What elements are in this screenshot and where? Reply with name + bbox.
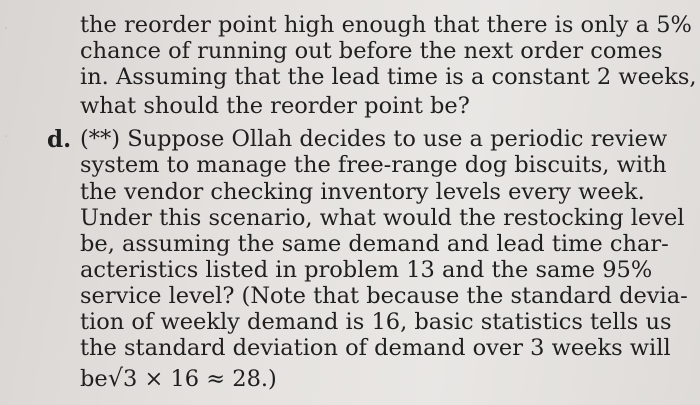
text-line-13: the standard deviation of demand over 3 weeks will [80,335,671,361]
text-line-4: what should the reorder point be? [80,93,470,119]
line-prefix: be [80,366,108,392]
text-line-3: in. Assuming that the lead time is a constant 2 weeks, [80,64,697,90]
text-line-1: the reorder point high enough that there is only a 5% [80,12,692,38]
text-line-2: chance of running out before the next order comes [80,38,663,64]
text-line-7: the vendor checking inventory levels every week. [80,179,645,205]
text-line-10: acteristics listed in problem 13 and the same 95% [80,257,653,283]
formula-text: 3 × 16 ≈ 28.) [123,366,277,392]
part-label: d. [47,126,72,153]
bleed-through-mark: · [4,130,9,145]
text-line-12: tion of weekly demand is 16, basic statistics tells us [80,309,672,335]
text-line-5: (**) Suppose Ollah decides to use a periodic review [80,126,668,152]
text-line-14 [80,366,277,391]
square-root-symbol: √ [107,364,124,392]
text-line-9: be, assuming the same demand and lead time char- [80,231,669,257]
bleed-through-mark: · [4,22,9,37]
text-line-6: system to manage the free-range dog biscuits, with [80,152,667,178]
text-line-8: Under this scenario, what would the restocking level [80,205,685,231]
text-line-11: service level? (Note that because the standard devia- [80,283,688,309]
